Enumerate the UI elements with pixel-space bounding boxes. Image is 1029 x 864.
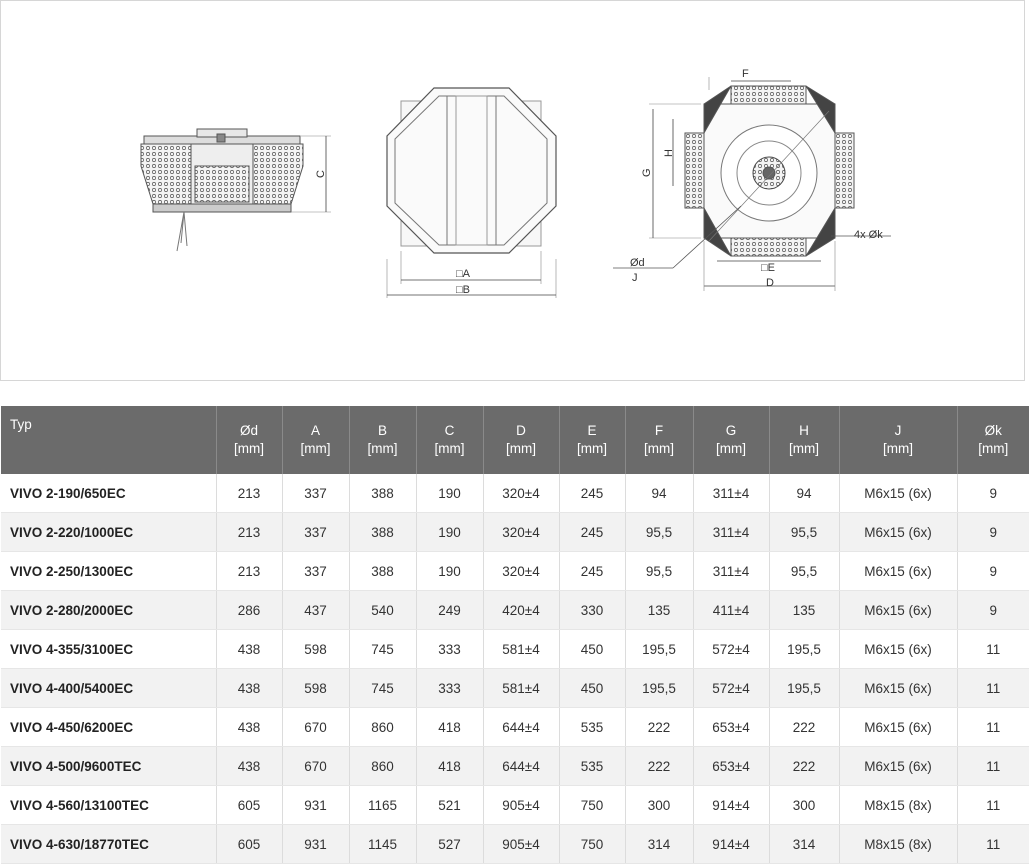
table-cell: 9	[957, 474, 1029, 513]
table-cell: 314	[625, 825, 693, 864]
table-cell: 286	[216, 591, 282, 630]
column-header-3	[349, 406, 416, 474]
table-cell: 195,5	[769, 669, 839, 708]
table-cell: 95,5	[625, 513, 693, 552]
column-header-9	[769, 406, 839, 474]
table-cell: 195,5	[769, 630, 839, 669]
header-unit: [mm]	[350, 440, 416, 458]
column-header-10	[839, 406, 957, 474]
table-cell: 333	[416, 630, 483, 669]
header-label: F	[626, 422, 693, 440]
table-row	[1, 474, 1029, 513]
cell-model-name: VIVO 2-280/2000EC	[1, 591, 216, 630]
table-cell: 388	[349, 474, 416, 513]
header-unit: [mm]	[560, 440, 625, 458]
column-header-6	[559, 406, 625, 474]
label-a: □A	[456, 268, 471, 280]
label-d: D	[766, 277, 774, 289]
table-cell: 222	[769, 708, 839, 747]
cell-model-name: VIVO 2-220/1000EC	[1, 513, 216, 552]
table-cell: 905±4	[483, 825, 559, 864]
table-cell: 320±4	[483, 552, 559, 591]
table-cell: 222	[625, 708, 693, 747]
table-cell: 670	[282, 747, 349, 786]
table-cell: 245	[559, 552, 625, 591]
table-cell: 914±4	[693, 786, 769, 825]
table-cell: 605	[216, 786, 282, 825]
table-cell: 521	[416, 786, 483, 825]
cell-model-name: VIVO 4-500/9600TEC	[1, 747, 216, 786]
table-cell: 418	[416, 708, 483, 747]
header-unit: [mm]	[283, 440, 349, 458]
label-d-diameter: Ød	[630, 257, 645, 269]
table-cell: 438	[216, 669, 282, 708]
table-cell: 535	[559, 747, 625, 786]
table-cell: 750	[559, 786, 625, 825]
table-cell: 11	[957, 786, 1029, 825]
table-cell: 320±4	[483, 513, 559, 552]
table-row	[1, 513, 1029, 552]
cell-model-name: VIVO 4-630/18770TEC	[1, 825, 216, 864]
table-cell: 195,5	[625, 630, 693, 669]
column-header-8	[693, 406, 769, 474]
column-header-7	[625, 406, 693, 474]
table-cell: 388	[349, 552, 416, 591]
table-row	[1, 591, 1029, 630]
table-cell: 581±4	[483, 630, 559, 669]
table-cell: 195,5	[625, 669, 693, 708]
table-cell: 245	[559, 513, 625, 552]
header-label: C	[417, 422, 483, 440]
table-cell: 9	[957, 591, 1029, 630]
table-cell: 222	[625, 747, 693, 786]
table-cell: 388	[349, 513, 416, 552]
table-cell: 745	[349, 630, 416, 669]
table-cell: 914±4	[693, 825, 769, 864]
dimension-drawings-panel	[0, 0, 1025, 381]
cell-model-name: VIVO 4-355/3100EC	[1, 630, 216, 669]
table-cell: 598	[282, 630, 349, 669]
table-cell: 1165	[349, 786, 416, 825]
table-cell: 337	[282, 552, 349, 591]
table-cell: 411±4	[693, 591, 769, 630]
table-cell: 190	[416, 552, 483, 591]
label-e: □E	[761, 262, 775, 274]
table-cell: 438	[216, 630, 282, 669]
front-view-drawing	[387, 88, 556, 298]
table-cell: 860	[349, 708, 416, 747]
table-cell: 11	[957, 825, 1029, 864]
table-cell: M6x15 (6x)	[839, 474, 957, 513]
table-cell: 320±4	[483, 474, 559, 513]
table-cell: 860	[349, 747, 416, 786]
table-cell: 450	[559, 630, 625, 669]
table-cell: 11	[957, 747, 1029, 786]
header-label: H	[770, 422, 839, 440]
table-cell: 213	[216, 513, 282, 552]
header-unit: [mm]	[958, 440, 1029, 458]
header-unit: [mm]	[770, 440, 839, 458]
table-row	[1, 747, 1029, 786]
table-row	[1, 669, 1029, 708]
cell-model-name: VIVO 2-190/650EC	[1, 474, 216, 513]
column-header-typ	[1, 406, 216, 474]
label-k: 4x Øk	[854, 229, 883, 241]
table-cell: 222	[769, 747, 839, 786]
table-cell: M8x15 (8x)	[839, 825, 957, 864]
dimensions-table	[1, 406, 1029, 864]
table-cell: 420±4	[483, 591, 559, 630]
header-label: Ød	[217, 422, 282, 440]
table-cell: 931	[282, 786, 349, 825]
label-b: □B	[456, 284, 470, 296]
table-cell: 337	[282, 513, 349, 552]
table-cell: 135	[625, 591, 693, 630]
technical-drawing	[1, 1, 1026, 382]
table-cell: 598	[282, 669, 349, 708]
table-cell: 11	[957, 708, 1029, 747]
table-cell: 745	[349, 669, 416, 708]
label-h: H	[663, 149, 675, 157]
table-cell: 311±4	[693, 513, 769, 552]
table-cell: 300	[769, 786, 839, 825]
table-cell: 337	[282, 474, 349, 513]
header-unit: [mm]	[694, 440, 769, 458]
table-cell: 905±4	[483, 786, 559, 825]
table-cell: 95,5	[769, 552, 839, 591]
label-c: C	[315, 170, 327, 178]
table-cell: 438	[216, 708, 282, 747]
column-header-1	[216, 406, 282, 474]
header-unit: [mm]	[217, 440, 282, 458]
label-f: F	[742, 68, 749, 80]
table-cell: 931	[282, 825, 349, 864]
cell-model-name: VIVO 2-250/1300EC	[1, 552, 216, 591]
table-cell: 9	[957, 513, 1029, 552]
table-cell: 311±4	[693, 552, 769, 591]
table-cell: M6x15 (6x)	[839, 747, 957, 786]
table-cell: 653±4	[693, 747, 769, 786]
table-body	[1, 474, 1029, 864]
header-unit: [mm]	[417, 440, 483, 458]
table-cell: 95,5	[769, 513, 839, 552]
table-cell: 1145	[349, 825, 416, 864]
table-cell: 190	[416, 513, 483, 552]
cell-model-name: VIVO 4-450/6200EC	[1, 708, 216, 747]
side-view-drawing	[141, 129, 331, 251]
table-cell: 330	[559, 591, 625, 630]
table-cell: 213	[216, 552, 282, 591]
table-cell: M6x15 (6x)	[839, 630, 957, 669]
column-header-5	[483, 406, 559, 474]
header-unit: [mm]	[626, 440, 693, 458]
table-header-row	[1, 406, 1029, 474]
table-cell: 653±4	[693, 708, 769, 747]
table-cell: 438	[216, 747, 282, 786]
label-j: J	[632, 272, 638, 284]
header-label: G	[694, 422, 769, 440]
table-row	[1, 630, 1029, 669]
table-cell: 300	[625, 786, 693, 825]
table-cell: 581±4	[483, 669, 559, 708]
table-cell: 314	[769, 825, 839, 864]
label-g: G	[641, 168, 653, 177]
table-cell: M8x15 (8x)	[839, 786, 957, 825]
table-cell: M6x15 (6x)	[839, 513, 957, 552]
table-cell: 540	[349, 591, 416, 630]
table-row	[1, 552, 1029, 591]
table-cell: 94	[769, 474, 839, 513]
table-cell: 94	[625, 474, 693, 513]
table-cell: M6x15 (6x)	[839, 708, 957, 747]
table-cell: 95,5	[625, 552, 693, 591]
header-unit: [mm]	[484, 440, 559, 458]
table-cell: 249	[416, 591, 483, 630]
table-cell: M6x15 (6x)	[839, 669, 957, 708]
table-cell: 135	[769, 591, 839, 630]
cell-model-name: VIVO 4-560/13100TEC	[1, 786, 216, 825]
column-header-4	[416, 406, 483, 474]
column-header-2	[282, 406, 349, 474]
column-header-11	[957, 406, 1029, 474]
table-cell: 670	[282, 708, 349, 747]
header-label: J	[840, 422, 957, 440]
table-cell: 245	[559, 474, 625, 513]
table-cell: M6x15 (6x)	[839, 552, 957, 591]
table-row	[1, 825, 1029, 864]
header-unit: [mm]	[840, 440, 957, 458]
table-row	[1, 786, 1029, 825]
table-cell: 11	[957, 630, 1029, 669]
table-cell: M6x15 (6x)	[839, 591, 957, 630]
header-label: A	[283, 422, 349, 440]
header-label: D	[484, 422, 559, 440]
table-cell: 572±4	[693, 630, 769, 669]
table-cell: 450	[559, 669, 625, 708]
table-cell: 418	[416, 747, 483, 786]
table-row	[1, 708, 1029, 747]
table-cell: 605	[216, 825, 282, 864]
table-cell: 527	[416, 825, 483, 864]
table-cell: 437	[282, 591, 349, 630]
table-cell: 11	[957, 669, 1029, 708]
table-cell: 333	[416, 669, 483, 708]
table-cell: 644±4	[483, 708, 559, 747]
table-cell: 9	[957, 552, 1029, 591]
table-cell: 572±4	[693, 669, 769, 708]
top-view-drawing	[613, 77, 891, 291]
header-label: Typ	[10, 416, 216, 434]
table-cell: 213	[216, 474, 282, 513]
header-label: B	[350, 422, 416, 440]
cell-model-name: VIVO 4-400/5400EC	[1, 669, 216, 708]
table-cell: 644±4	[483, 747, 559, 786]
table-cell: 535	[559, 708, 625, 747]
table-cell: 750	[559, 825, 625, 864]
header-label: E	[560, 422, 625, 440]
table-cell: 190	[416, 474, 483, 513]
header-label: Øk	[958, 422, 1029, 440]
table-cell: 311±4	[693, 474, 769, 513]
